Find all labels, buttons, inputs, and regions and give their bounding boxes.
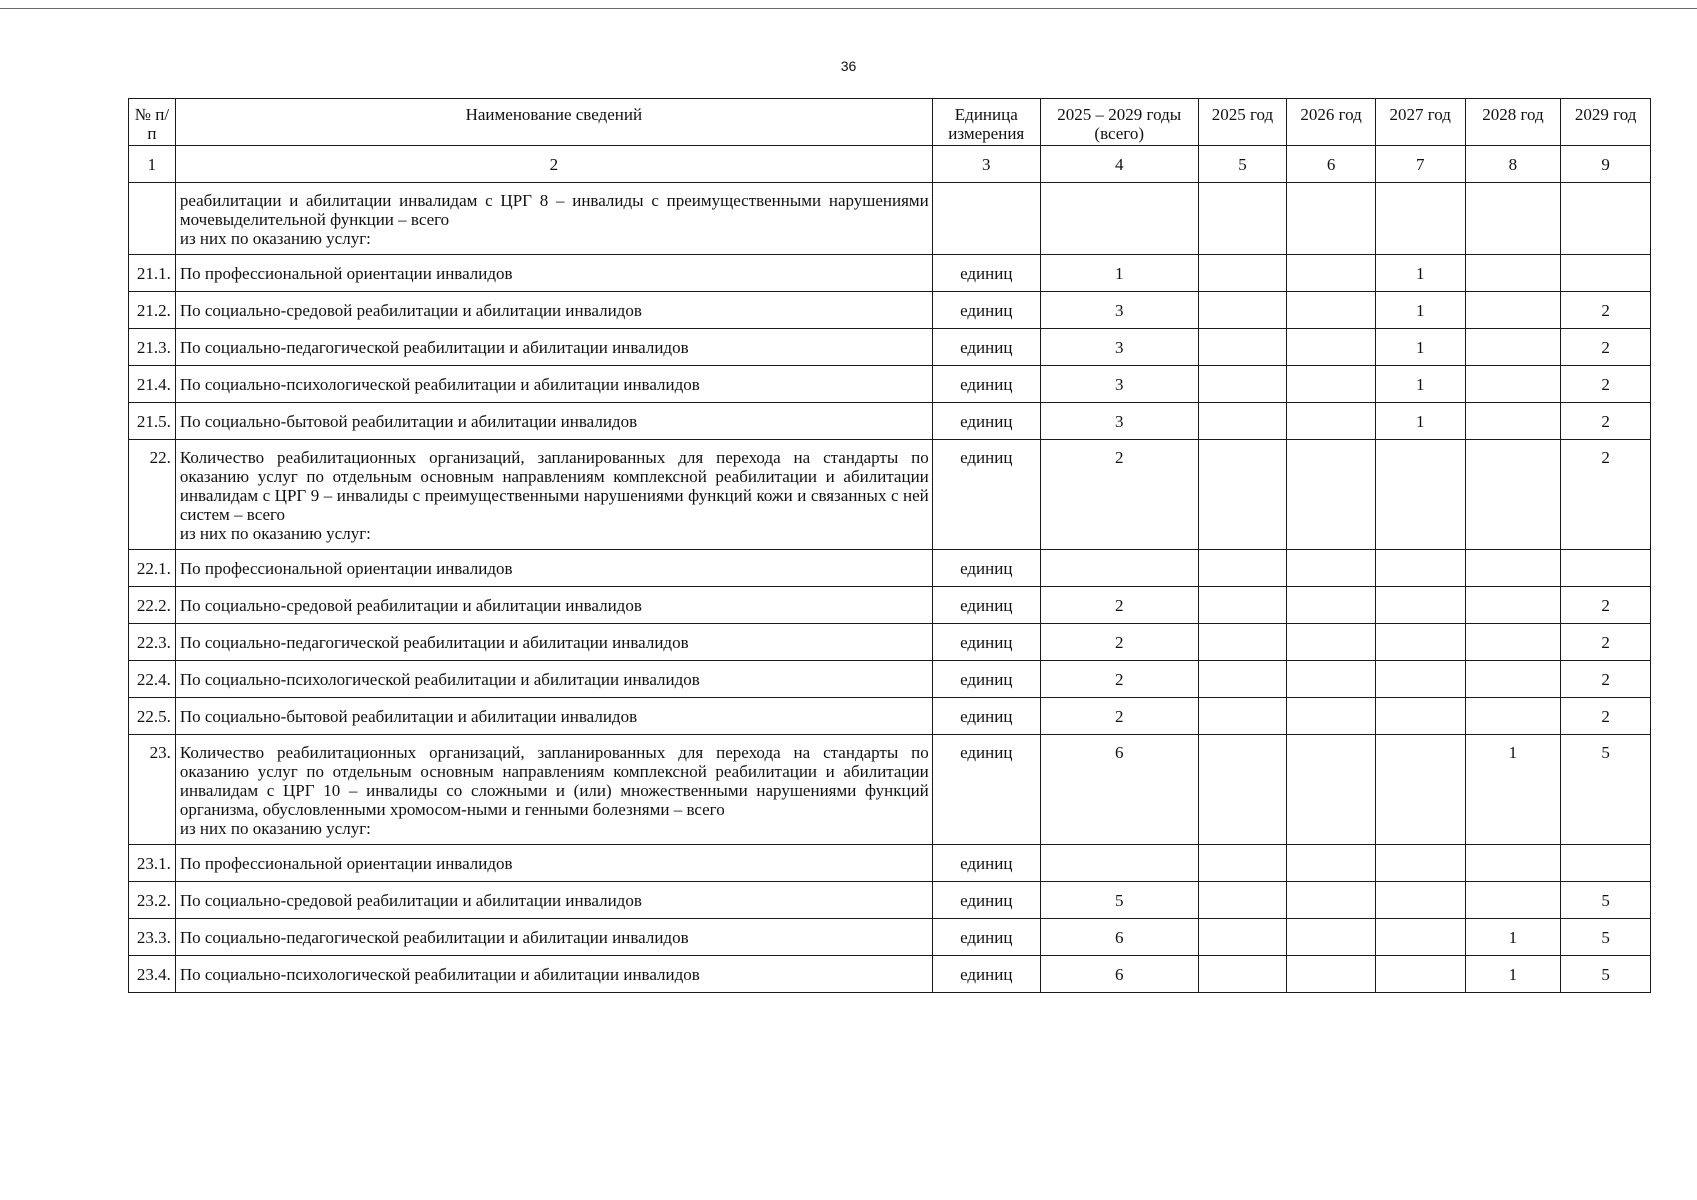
row-name bbox=[175, 440, 932, 550]
row-value-2026 bbox=[1287, 919, 1376, 956]
row-value-2029: 2 bbox=[1561, 624, 1651, 661]
row-value-2026 bbox=[1287, 292, 1376, 329]
row-name: По социально-бытовой реабилитации и абилитации инвалидов bbox=[175, 403, 932, 440]
row-total-2025-2029: 2 bbox=[1040, 624, 1198, 661]
row-value-2029 bbox=[1561, 550, 1651, 587]
row-value-2026 bbox=[1287, 845, 1376, 882]
row-unit: единиц bbox=[932, 661, 1040, 698]
row-value-2028 bbox=[1465, 366, 1561, 403]
column-index-row bbox=[129, 146, 1651, 183]
row-total-2025-2029: 6 bbox=[1040, 956, 1198, 993]
row-value-2028 bbox=[1465, 255, 1561, 292]
row-value-2025 bbox=[1198, 624, 1287, 661]
row-name: По социально-средовой реабилитации и абилитации инвалидов bbox=[175, 882, 932, 919]
table-row bbox=[129, 919, 1651, 956]
row-value-2026 bbox=[1287, 661, 1376, 698]
row-number: 22.2. bbox=[129, 587, 176, 624]
row-value-2029: 2 bbox=[1561, 292, 1651, 329]
column-index: 4 bbox=[1040, 146, 1198, 183]
row-value-2029 bbox=[1561, 183, 1651, 255]
row-value-2028 bbox=[1465, 698, 1561, 735]
row-value-2029: 2 bbox=[1561, 698, 1651, 735]
row-value-2028 bbox=[1465, 292, 1561, 329]
row-value-2027: 1 bbox=[1375, 329, 1465, 366]
row-value-2025 bbox=[1198, 919, 1287, 956]
row-value-2027 bbox=[1375, 735, 1465, 845]
row-unit: единиц bbox=[932, 845, 1040, 882]
row-value-2026 bbox=[1287, 698, 1376, 735]
row-value-2027 bbox=[1375, 661, 1465, 698]
header-row bbox=[129, 99, 1651, 146]
row-name-subtext: из них по оказанию услуг: bbox=[179, 819, 371, 838]
column-index: 7 bbox=[1375, 146, 1465, 183]
row-number: 21.3. bbox=[129, 329, 176, 366]
table-row bbox=[129, 403, 1651, 440]
row-value-2026 bbox=[1287, 735, 1376, 845]
row-unit: единиц bbox=[932, 882, 1040, 919]
row-value-2029: 5 bbox=[1561, 882, 1651, 919]
row-total-2025-2029: 2 bbox=[1040, 440, 1198, 550]
column-index: 5 bbox=[1198, 146, 1287, 183]
page-number: 36 bbox=[840, 58, 857, 74]
row-unit: единиц bbox=[932, 403, 1040, 440]
row-unit: единиц bbox=[932, 366, 1040, 403]
row-name-subtext: из них по оказанию услуг: bbox=[179, 229, 371, 248]
row-name: По социально-педагогической реабилитации и абилитации инвалидов bbox=[175, 329, 932, 366]
row-value-2028 bbox=[1465, 882, 1561, 919]
scan-edge-line bbox=[0, 8, 1697, 9]
row-name bbox=[175, 183, 932, 255]
table-row bbox=[129, 366, 1651, 403]
table-row bbox=[129, 587, 1651, 624]
row-unit: единиц bbox=[932, 956, 1040, 993]
row-value-2027 bbox=[1375, 698, 1465, 735]
row-value-2027 bbox=[1375, 845, 1465, 882]
row-unit: единиц bbox=[932, 440, 1040, 550]
row-name bbox=[175, 735, 932, 845]
row-value-2025 bbox=[1198, 183, 1287, 255]
column-index: 1 bbox=[129, 146, 176, 183]
table-row bbox=[129, 292, 1651, 329]
row-number: 22.3. bbox=[129, 624, 176, 661]
row-total-2025-2029: 3 bbox=[1040, 292, 1198, 329]
row-value-2027: 1 bbox=[1375, 255, 1465, 292]
header-num: № п/п bbox=[129, 99, 176, 146]
row-value-2025 bbox=[1198, 329, 1287, 366]
header-unit: Единица измерения bbox=[932, 99, 1040, 146]
row-unit: единиц bbox=[932, 919, 1040, 956]
row-value-2029: 2 bbox=[1561, 403, 1651, 440]
row-unit bbox=[932, 183, 1040, 255]
row-value-2027 bbox=[1375, 183, 1465, 255]
row-number: 21.4. bbox=[129, 366, 176, 403]
row-value-2028: 1 bbox=[1465, 919, 1561, 956]
row-value-2025 bbox=[1198, 292, 1287, 329]
row-value-2027 bbox=[1375, 550, 1465, 587]
row-value-2029: 2 bbox=[1561, 366, 1651, 403]
table-row bbox=[129, 882, 1651, 919]
row-value-2025 bbox=[1198, 550, 1287, 587]
table-row bbox=[129, 956, 1651, 993]
row-name: По социально-психологической реабилитации и абилитации инвалидов bbox=[175, 661, 932, 698]
row-number: 23. bbox=[129, 735, 176, 845]
header-name: Наименование сведений bbox=[175, 99, 932, 146]
row-total-2025-2029: 6 bbox=[1040, 919, 1198, 956]
row-number: 23.1. bbox=[129, 845, 176, 882]
row-name: По социально-средовой реабилитации и абилитации инвалидов bbox=[175, 587, 932, 624]
row-value-2028 bbox=[1465, 183, 1561, 255]
row-value-2029: 5 bbox=[1561, 735, 1651, 845]
row-value-2028 bbox=[1465, 440, 1561, 550]
table-body bbox=[129, 146, 1651, 993]
row-value-2028 bbox=[1465, 550, 1561, 587]
row-number: 23.3. bbox=[129, 919, 176, 956]
row-value-2025 bbox=[1198, 440, 1287, 550]
header-2028: 2028 год bbox=[1465, 99, 1561, 146]
row-number: 23.2. bbox=[129, 882, 176, 919]
row-number: 23.4. bbox=[129, 956, 176, 993]
table-row bbox=[129, 624, 1651, 661]
row-value-2029: 5 bbox=[1561, 919, 1651, 956]
row-value-2029: 2 bbox=[1561, 587, 1651, 624]
header-total: 2025 – 2029 годы (всего) bbox=[1040, 99, 1198, 146]
row-value-2025 bbox=[1198, 882, 1287, 919]
row-value-2025 bbox=[1198, 403, 1287, 440]
row-value-2027: 1 bbox=[1375, 292, 1465, 329]
row-total-2025-2029 bbox=[1040, 183, 1198, 255]
row-total-2025-2029: 3 bbox=[1040, 366, 1198, 403]
row-total-2025-2029: 5 bbox=[1040, 882, 1198, 919]
table-row bbox=[129, 845, 1651, 882]
row-unit: единиц bbox=[932, 735, 1040, 845]
row-name: По социально-педагогической реабилитации и абилитации инвалидов bbox=[175, 919, 932, 956]
row-value-2029 bbox=[1561, 845, 1651, 882]
row-value-2026 bbox=[1287, 550, 1376, 587]
row-number: 21.5. bbox=[129, 403, 176, 440]
row-name: По профессиональной ориентации инвалидов bbox=[175, 550, 932, 587]
column-index: 2 bbox=[175, 146, 932, 183]
row-total-2025-2029: 2 bbox=[1040, 661, 1198, 698]
row-value-2025 bbox=[1198, 661, 1287, 698]
row-name-text: реабилитации и абилитации инвалидам с ЦРГ 8 – инвалиды с преимущественными нарушениями мочевыделительной функции – всего bbox=[179, 191, 929, 229]
row-value-2025 bbox=[1198, 735, 1287, 845]
row-value-2026 bbox=[1287, 624, 1376, 661]
row-value-2026 bbox=[1287, 882, 1376, 919]
header-2026: 2026 год bbox=[1287, 99, 1376, 146]
row-number: 21.2. bbox=[129, 292, 176, 329]
row-value-2025 bbox=[1198, 845, 1287, 882]
row-unit: единиц bbox=[932, 698, 1040, 735]
row-value-2029: 2 bbox=[1561, 440, 1651, 550]
row-value-2025 bbox=[1198, 956, 1287, 993]
row-number: 22. bbox=[129, 440, 176, 550]
row-value-2027 bbox=[1375, 624, 1465, 661]
row-value-2027 bbox=[1375, 440, 1465, 550]
row-value-2026 bbox=[1287, 329, 1376, 366]
row-value-2026 bbox=[1287, 366, 1376, 403]
row-value-2028 bbox=[1465, 661, 1561, 698]
row-value-2025 bbox=[1198, 698, 1287, 735]
table-row bbox=[129, 329, 1651, 366]
row-value-2029: 5 bbox=[1561, 956, 1651, 993]
column-index: 9 bbox=[1561, 146, 1651, 183]
row-value-2027 bbox=[1375, 882, 1465, 919]
table-row bbox=[129, 735, 1651, 845]
row-value-2027 bbox=[1375, 956, 1465, 993]
row-number: 21.1. bbox=[129, 255, 176, 292]
row-unit: единиц bbox=[932, 255, 1040, 292]
row-value-2026 bbox=[1287, 183, 1376, 255]
header-2027: 2027 год bbox=[1375, 99, 1465, 146]
row-value-2028 bbox=[1465, 845, 1561, 882]
row-value-2027: 1 bbox=[1375, 366, 1465, 403]
row-total-2025-2029: 3 bbox=[1040, 329, 1198, 366]
table-row bbox=[129, 255, 1651, 292]
row-number: 22.1. bbox=[129, 550, 176, 587]
table-row bbox=[129, 698, 1651, 735]
row-value-2025 bbox=[1198, 366, 1287, 403]
column-index: 6 bbox=[1287, 146, 1376, 183]
row-number: 22.4. bbox=[129, 661, 176, 698]
row-value-2027 bbox=[1375, 919, 1465, 956]
row-value-2026 bbox=[1287, 440, 1376, 550]
row-value-2029: 2 bbox=[1561, 329, 1651, 366]
row-total-2025-2029: 2 bbox=[1040, 587, 1198, 624]
row-value-2029 bbox=[1561, 255, 1651, 292]
row-value-2027 bbox=[1375, 587, 1465, 624]
row-value-2026 bbox=[1287, 403, 1376, 440]
row-value-2028 bbox=[1465, 403, 1561, 440]
row-value-2025 bbox=[1198, 587, 1287, 624]
row-value-2028 bbox=[1465, 329, 1561, 366]
column-index: 3 bbox=[932, 146, 1040, 183]
row-value-2026 bbox=[1287, 587, 1376, 624]
row-name-subtext: из них по оказанию услуг: bbox=[179, 524, 371, 543]
row-value-2028 bbox=[1465, 624, 1561, 661]
row-total-2025-2029 bbox=[1040, 550, 1198, 587]
row-name: По социально-бытовой реабилитации и абилитации инвалидов bbox=[175, 698, 932, 735]
row-unit: единиц bbox=[932, 329, 1040, 366]
header-2029: 2029 год bbox=[1561, 99, 1651, 146]
table-row bbox=[129, 440, 1651, 550]
row-number: 22.5. bbox=[129, 698, 176, 735]
row-name: По профессиональной ориентации инвалидов bbox=[175, 255, 932, 292]
row-value-2026 bbox=[1287, 956, 1376, 993]
row-total-2025-2029: 3 bbox=[1040, 403, 1198, 440]
row-name: По социально-психологической реабилитации и абилитации инвалидов bbox=[175, 366, 932, 403]
row-value-2025 bbox=[1198, 255, 1287, 292]
table-row bbox=[129, 183, 1651, 255]
row-value-2028 bbox=[1465, 587, 1561, 624]
row-number bbox=[129, 183, 176, 255]
row-unit: единиц bbox=[932, 624, 1040, 661]
row-name: По социально-средовой реабилитации и абилитации инвалидов bbox=[175, 292, 932, 329]
row-name: По социально-психологической реабилитации и абилитации инвалидов bbox=[175, 956, 932, 993]
row-total-2025-2029: 1 bbox=[1040, 255, 1198, 292]
row-total-2025-2029: 6 bbox=[1040, 735, 1198, 845]
row-value-2028: 1 bbox=[1465, 735, 1561, 845]
column-index: 8 bbox=[1465, 146, 1561, 183]
row-value-2026 bbox=[1287, 255, 1376, 292]
row-unit: единиц bbox=[932, 292, 1040, 329]
row-total-2025-2029: 2 bbox=[1040, 698, 1198, 735]
row-value-2029: 2 bbox=[1561, 661, 1651, 698]
table-row bbox=[129, 550, 1651, 587]
data-table bbox=[128, 98, 1651, 993]
row-name-text: Количество реабилитационных организаций, запланированных для перехода на стандарты по оказанию услуг по отдельным основным направлениям комплексной реабилитации и абилитации инвалидам с ЦРГ 10 – инвалиды со сложными и (или) множественными нарушениями функций организма, обусловленными хромосом-ными и генными болезнями – всего bbox=[179, 743, 929, 819]
row-value-2028: 1 bbox=[1465, 956, 1561, 993]
row-name-text: Количество реабилитационных организаций, запланированных для перехода на стандарты по оказанию услуг по отдельным основным направлениям комплексной реабилитации и абилитации инвалидам с ЦРГ 9 – инвалиды с преимущественными нарушениями функций кожи и связанных с ней систем – всего bbox=[179, 448, 929, 524]
row-name: По социально-педагогической реабилитации и абилитации инвалидов bbox=[175, 624, 932, 661]
row-unit: единиц bbox=[932, 587, 1040, 624]
row-total-2025-2029 bbox=[1040, 845, 1198, 882]
row-value-2027: 1 bbox=[1375, 403, 1465, 440]
row-unit: единиц bbox=[932, 550, 1040, 587]
row-name: По профессиональной ориентации инвалидов bbox=[175, 845, 932, 882]
header-2025: 2025 год bbox=[1198, 99, 1287, 146]
table-row bbox=[129, 661, 1651, 698]
